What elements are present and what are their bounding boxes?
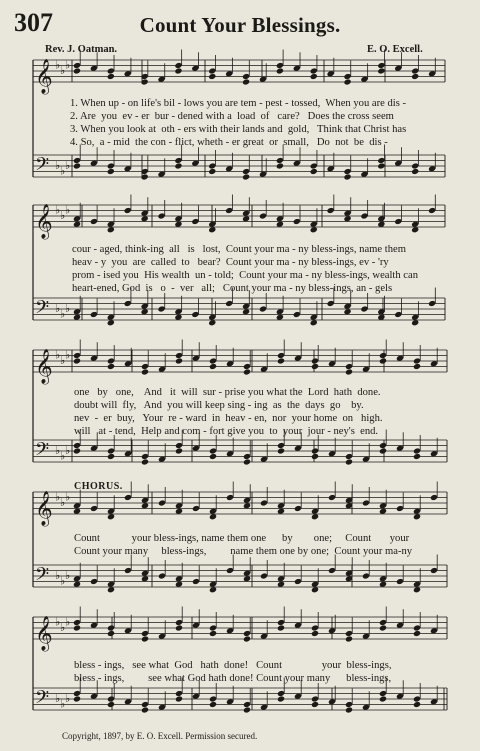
system-5-bass-note	[311, 701, 319, 708]
system-1-bass-note	[343, 173, 351, 180]
system-3-bass-note	[209, 453, 217, 460]
system-5-bass-note	[175, 695, 183, 702]
system-3-bass-note	[277, 447, 285, 454]
lyric-verse-1-line-1: 1. When up - on life's bil - lows you are tem - pest - tossed, When you are dis -	[70, 98, 407, 109]
lyric-verse-4-line-3: will at - tend, Help and com - fort give you to your jour - ney's end.	[74, 426, 379, 437]
system-1-treble-note	[208, 73, 216, 80]
system-1-flat-icon: ♭	[55, 160, 61, 172]
system-5-treble-note	[311, 630, 319, 637]
system-3-bass-note	[345, 458, 353, 465]
chorus-lyric-soprano-line-1: Count your bless-ings, name them one by one; Count your	[74, 533, 410, 544]
system-5-treble-note	[413, 630, 421, 637]
system-5-treble-note	[379, 624, 387, 631]
system-1-flat-icon: ♭	[60, 165, 66, 178]
lyric-verse-3-line-3: nev - er buy, Your re - ward in heav - en, nor your home on high.	[74, 413, 383, 424]
system-3-flat-icon: ♭	[60, 450, 66, 463]
system-3-bass-note	[413, 453, 421, 460]
system-2-flat-icon: ♭	[60, 210, 66, 222]
lyric-verse-4-line-1: 4. So, a - mid the con - flict, wheth - er great or small, Do not be dis -	[70, 137, 388, 148]
system-1-treble-note	[107, 73, 115, 80]
system-5-bass-note	[413, 701, 421, 708]
system-3-bass-note	[311, 453, 319, 460]
copyright-notice: Copyright, 1897, by E. O. Excell. Permission secured.	[62, 731, 258, 741]
system-4-bass-clef-icon: 𝄢	[35, 564, 50, 590]
system-1-treble-note	[174, 67, 182, 74]
system-5-flat-icon: ♭	[65, 693, 71, 705]
system-3-treble-note	[107, 363, 115, 370]
system-5-treble-note	[175, 624, 183, 631]
system-5-treble-note	[107, 630, 115, 637]
system-5-bass-note	[73, 695, 81, 702]
system-3-treble-note	[311, 363, 319, 370]
system-1-bass-note	[377, 162, 385, 169]
system-1-bass-note	[276, 162, 284, 169]
system-5-bass-note	[141, 706, 149, 713]
lyric-verse-1-line-2: cour - aged, think-ing all is lost, Count your ma - ny bless-ings, name them	[72, 244, 406, 255]
system-5-treble-note	[277, 624, 285, 631]
system-2-flat-icon: ♭	[55, 204, 61, 217]
system-1-treble-note	[73, 67, 81, 74]
system-2-bass-clef-icon: 𝄢	[35, 297, 50, 323]
system-1-treble-note	[343, 78, 351, 85]
hymn-number: 307	[14, 8, 53, 37]
system-3-bass-note	[243, 458, 251, 465]
system-3-flat-icon: ♭	[55, 445, 61, 457]
system-1-flat-icon: ♭	[65, 160, 71, 172]
lyric-verse-2-line-1: 2. Are you ev - er bur - dened with a load of care? Does the cross seem	[70, 111, 394, 122]
system-3-treble-note	[73, 357, 81, 364]
system-5-treble-clef-icon: 𝄞	[35, 616, 53, 651]
system-3-treble-note	[141, 368, 149, 375]
system-1-flat-icon: ♭	[55, 59, 61, 72]
system-1-flat-icon: ♭	[60, 65, 66, 77]
system-5-treble-note	[209, 630, 217, 637]
system-2-treble-clef-icon: 𝄞	[35, 204, 53, 239]
system-4-flat-icon: ♭	[60, 497, 66, 509]
system-1-bass-note	[208, 168, 216, 175]
system-4-treble-clef-icon: 𝄞	[35, 491, 53, 526]
system-3-treble-note	[277, 357, 285, 364]
system-3-flat-icon: ♭	[65, 445, 71, 457]
system-5-bass-note	[277, 695, 285, 702]
system-5-flat-icon: ♭	[55, 693, 61, 705]
system-5-bass-note	[209, 701, 217, 708]
lyric-verse-3-line-2: prom - ised you His wealth un - told; Count your ma - ny bless-ings, wealth can	[72, 270, 419, 281]
system-3-treble-note	[175, 357, 183, 364]
system-5-bass-note	[379, 695, 387, 702]
chorus-lyric-bass-line-1: Count your many bless-ings, name them one by one; Count your ma-ny	[74, 546, 413, 557]
system-5-treble-note	[345, 635, 353, 642]
system-3-flat-icon: ♭	[65, 349, 71, 362]
system-1-treble-note	[242, 78, 250, 85]
chorus-label: CHORUS.	[74, 481, 123, 492]
system-1-treble-note	[411, 73, 419, 80]
system-5-treble-note	[243, 635, 251, 642]
system-1-bass-clef-icon: 𝄢	[35, 154, 50, 180]
system-1-bass-note	[107, 168, 115, 175]
system-5-flat-icon: ♭	[55, 616, 61, 629]
system-3-treble-note	[379, 357, 387, 364]
system-1-treble-note	[377, 67, 385, 74]
lyric-verse-2-line-3: doubt will fly, And you will keep sing - ing as the days go by.	[74, 400, 364, 411]
system-5-flat-icon: ♭	[60, 698, 66, 711]
system-1-flat-icon: ♭	[65, 59, 71, 72]
system-1-bass-note	[73, 162, 81, 169]
chorus-lyric-bass-line-2: bless - ings, see what God hath done! Count your many bless-ings,	[74, 673, 392, 684]
lyric-verse-3-line-1: 3. When you look at oth - ers with their lands and gold, Think that Christ has	[70, 124, 407, 135]
system-1-treble-note	[276, 67, 284, 74]
system-1-treble-clef-icon: 𝄞	[35, 59, 53, 94]
system-3-treble-note	[413, 363, 421, 370]
system-5-bass-note	[243, 706, 251, 713]
lyric-verse-1-line-3: one by one, And it will sur - prise you what the Lord hath done.	[74, 387, 381, 398]
system-3-bass-note	[175, 447, 183, 454]
hymn-title: Count Your Blessings.	[139, 13, 341, 37]
system-3-treble-note	[209, 363, 217, 370]
system-5-treble-note	[141, 635, 149, 642]
system-3-flat-icon: ♭	[55, 349, 61, 362]
system-4-flat-icon: ♭	[55, 570, 61, 582]
chorus-lyric-soprano-line-2: bless - ings, see what God hath done! Count your bless-ings,	[74, 660, 392, 671]
system-3-treble-note	[345, 368, 353, 375]
system-5-treble-note	[73, 624, 81, 631]
system-5-flat-icon: ♭	[60, 622, 66, 634]
system-3-bass-note	[73, 447, 81, 454]
system-1-treble-note	[310, 73, 318, 80]
system-2-flat-icon: ♭	[60, 308, 66, 321]
system-5-bass-note	[107, 701, 115, 708]
composer-credit: E. O. Excell.	[367, 44, 423, 55]
author-credit: Rev. J. Oatman.	[45, 44, 118, 55]
system-5-flat-icon: ♭	[65, 616, 71, 629]
system-2-flat-icon: ♭	[65, 204, 71, 217]
system-3-bass-clef-icon: 𝄢	[35, 439, 50, 465]
system-4-flat-icon: ♭	[65, 570, 71, 582]
system-5-bass-clef-icon: 𝄢	[35, 687, 50, 713]
lyric-verse-4-line-2: heart-ened, God is o - ver all; Count your ma - ny bless-ings, an - gels	[72, 283, 393, 294]
system-3-treble-clef-icon: 𝄞	[35, 349, 53, 384]
system-4-flat-icon: ♭	[60, 575, 66, 588]
system-3-bass-note	[141, 458, 149, 465]
system-4-flat-icon: ♭	[55, 491, 61, 504]
system-5-bass-note	[345, 706, 353, 713]
lyric-verse-2-line-2: heav - y you are called to bear? Count your ma - ny bless-ings, ev - 'ry	[72, 257, 389, 268]
system-4-flat-icon: ♭	[65, 491, 71, 504]
system-3-treble-note	[243, 368, 251, 375]
system-1-bass-note	[310, 168, 318, 175]
system-2-flat-icon: ♭	[65, 303, 71, 315]
system-3-bass-note	[379, 447, 387, 454]
system-2-flat-icon: ♭	[55, 303, 61, 315]
system-1-bass-note	[242, 173, 250, 180]
system-3-bass-note	[107, 453, 115, 460]
system-1-bass-note	[411, 168, 419, 175]
system-1-bass-note	[174, 162, 182, 169]
system-3-flat-icon: ♭	[60, 355, 66, 367]
